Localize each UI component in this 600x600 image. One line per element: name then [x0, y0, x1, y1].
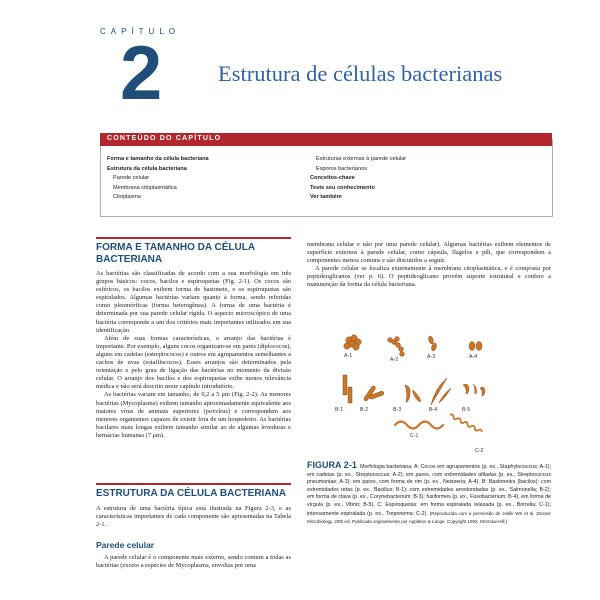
right-column-text [307, 241, 551, 290]
chapter-title: Estrutura de células bacterianas [218, 61, 503, 86]
toc-item[interactable]: Parede celular [113, 175, 150, 182]
figure-label: A-1 [344, 353, 353, 359]
toc-item[interactable]: Citoplasma [113, 194, 141, 201]
toc-item[interactable]: Forma e tamanho da célula bacteriana [107, 156, 209, 162]
figure-credit: (Reproduzida com a permissão de Joklik WK et al. Zinsser Microbiology. 20th ed. Publicada originalmente por Appleton & Lange. Copyright 1992, McGraw-Hill.) [307, 510, 551, 525]
loose-spiral [395, 422, 443, 429]
chapter-label: CAPÍTULO [100, 27, 181, 36]
contents-list-right [310, 155, 540, 203]
figure-caption-text: Morfologia bacteriana. A: Cocos em agrupamentos (p. ex., Staphylococcus; A-1); em cadeias (p. ex., Streptococcus; A-2); em pares, com extremidades afiladas (p. ex., Streptococcus pneumoniae; A-3); em pares, com forma de rim (p. ex., Neisseria; A-4). B: Bastonetes (bacilos): com extremidades retas (p. ex., Bacillus; B-1); com extremidades arredondadas (p. ex., Salmonella; B-2); em forma de clava (p. ex., Corynebacterium; B-3); fusiformes (p. ex., Fusobacterium; B-4); em forma de vírgula (p. ex., Vibrio; B-5). C: Espiroquetas: em forma espiralada relaxada (p. ex., Borrelia; C-1); intensamente espiralada (p. ex., Treponema; C-2). [307, 464, 552, 517]
figure-label: B-3 [393, 407, 402, 413]
paragraph: A parede celular se localiza externamente à membrana citoplasmática, e é composta por peptideoglicanos (ver p. 6). O peptideoglicano provém suporte estrutural e confere a manutenção da forma da célula bacteriana. [307, 265, 551, 289]
figure-label: B-4 [429, 407, 438, 413]
section-rule [96, 483, 291, 485]
section-body-forma [96, 270, 291, 440]
figure-label: C-1 [410, 433, 419, 439]
subsection-heading-parede: Parede celular [96, 540, 155, 550]
figure-label: A-2 [390, 357, 399, 363]
contents-list-left [107, 155, 307, 203]
toc-item[interactable]: Estruturas externas à parede celular [316, 156, 407, 162]
contents-heading: CONTEÚDO DO CAPÍTULO [107, 135, 222, 142]
chapter-number: 2 [120, 31, 163, 116]
paragraph: A parede celular é o componente mais externo, sendo comum a todas as bactérias (exceto a espécies de Mycoplasma, envoltas por uma [96, 554, 291, 570]
figure-label: B-5 [462, 407, 471, 413]
paragraph: A estrutura de uma bactéria típica está ilustrada na Figura 2-3, e as características importantes de cada componente são apresentadas na Tabela 2-1. [96, 505, 291, 529]
section-body-estrutura [96, 505, 291, 529]
paragraph: Além de suas formas características, o arranjo das bactérias é importante. Por exemplo, alguns cocos organizam-se em pares (diplococos), alguns em cadeias (estreptococos) e outros em agrupamentos semelhantes a cachos de uvas (estafilococos). Esses arranjos são determinados pela orientação e pelo grau de ligação das bactérias no momento da divisão celular. O arranjo dos bacilos e dos espiroquetas exibe menos relevância médica e não será descrito neste capítulo introdutório. [96, 334, 291, 391]
toc-item[interactable]: Teste seu conhecimento [310, 184, 375, 191]
section-heading-estrutura: ESTRUTURA DA CÉLULA BACTERIANA [96, 488, 286, 499]
figure-label: A-3 [427, 354, 436, 360]
section-body-parede [96, 554, 291, 570]
toc-item[interactable]: Estrutura da célula bacteriana [107, 165, 187, 172]
section-heading-forma: FORMA E TAMANHO DA CÉLULA BACTERIANA [96, 242, 255, 265]
toc-item[interactable]: Membrana citoplasmática [113, 184, 177, 191]
figure-label: C-2 [475, 448, 484, 454]
section-rule [96, 237, 291, 239]
paragraph: As bactérias variam em tamanho, de 0,2 a 5 μm (Fig. 2-2). As menores bactérias (Mycoplasma) exibem tamanho aproximadamente equivalente aos maiores vírus de animais superiores (poxvírus) e correspondem aos menores organismos capazes de existir fora de um hospedeiro. As bactérias bacilares mais longas exibem tamanho similar ao de algumas leveduras e hemácias humanas (7 μm). [96, 391, 291, 439]
figure-label: A-4 [469, 354, 478, 360]
toc-item[interactable]: Ver também [310, 194, 342, 201]
figure-label: B-1 [335, 407, 344, 413]
toc-item[interactable]: Conceitos-chave [310, 175, 355, 182]
bacteria-illustration [335, 330, 525, 460]
toc-item[interactable]: Esporos bacterianos [316, 165, 367, 172]
tight-spiral [449, 414, 482, 434]
figure-label: B-2 [360, 407, 369, 413]
figure-bacterial-morphology [335, 330, 525, 460]
figure-caption-label: FIGURA 2-1 [307, 460, 357, 470]
paragraph: As bactérias são classificadas de acordo com a sua morfologia em três grupos básicos: cocos, bacilos e espiroquetas (Fig. 2-1). Os cocos são esféricos, os bacilos exibem forma de bastonete, e os espiroquetas são espiralados. Algumas bactérias variam quanto à forma, sendo referidas como pleomórficas (forma heterogênea). A forma de uma bactéria é determinada por sua parede celular rígida. O aspecto microscópico de uma bactéria corresponde a um dos critérios mais importantes utilizados em sua identificação. [96, 270, 291, 334]
paragraph: membrana celular e não por uma parede celular). Algumas bactérias exibem elementos de superfície externos à parede celular, como cápsula, flagelos e pili, que correspondem a componentes menos comuns e são discutidos a seguir. [307, 241, 551, 265]
figure-caption [307, 462, 551, 527]
